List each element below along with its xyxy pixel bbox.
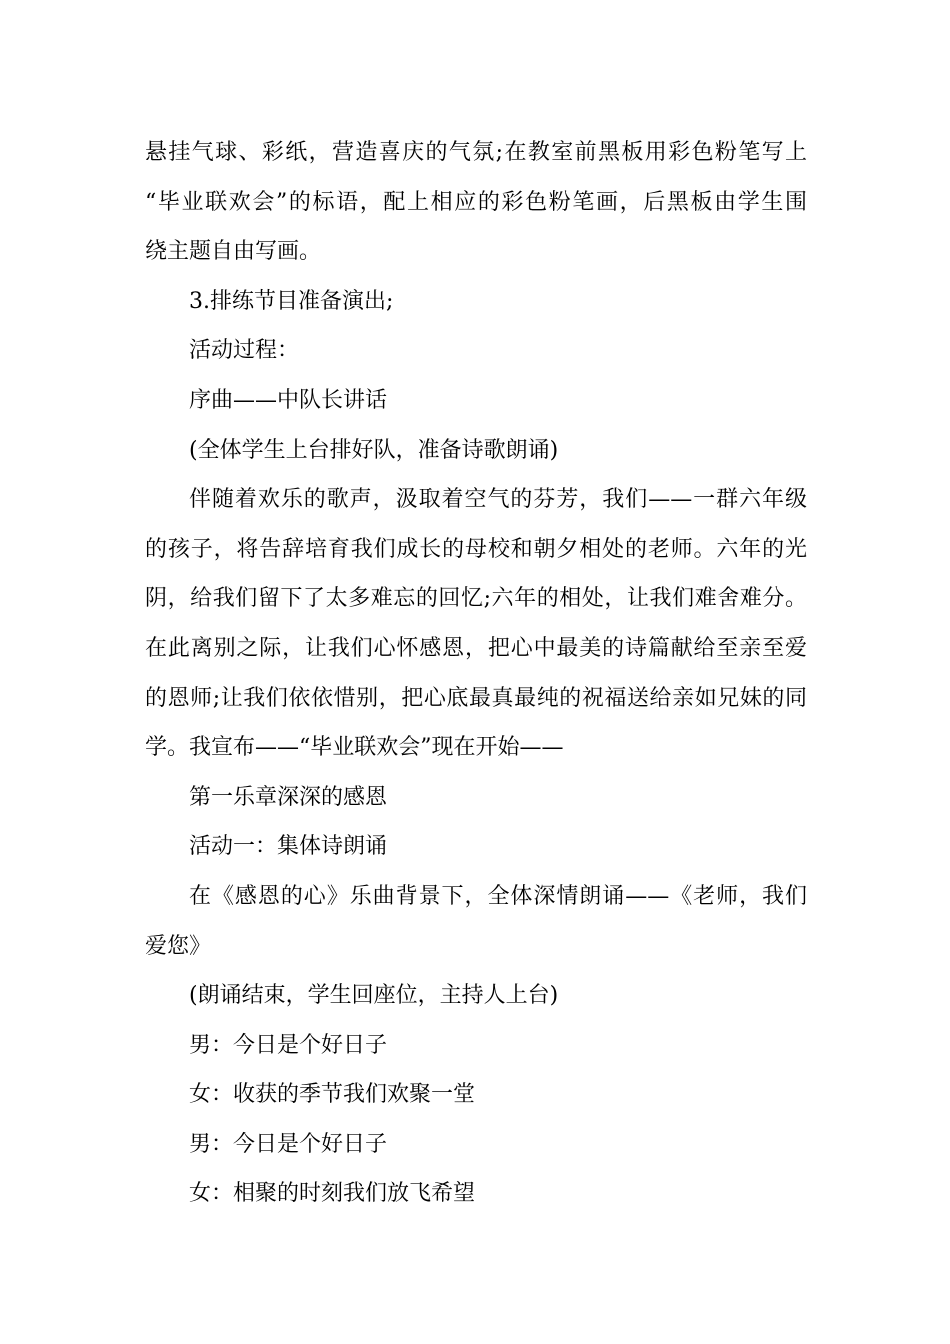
text-line: 在此离别之际，让我们心怀感恩，把心中最美的诗篇献给至亲至爱	[145, 635, 807, 661]
section-heading: 序曲——中队长讲话	[189, 387, 388, 413]
text-line: 绕主题自由写画。	[145, 239, 322, 265]
dialogue-line: 女：收获的季节我们欢聚一堂	[189, 1082, 476, 1108]
text-line: 学。我宣布——“毕业联欢会”现在开始——	[145, 735, 564, 761]
stage-direction: (朗诵结束，学生回座位，主持人上台)	[189, 983, 559, 1009]
section-heading: 活动过程：	[189, 338, 300, 364]
stage-direction: (全体学生上台排好队，准备诗歌朗诵)	[189, 437, 559, 463]
section-heading: 活动一：集体诗朗诵	[189, 834, 388, 860]
text-line: 在《感恩的心》乐曲背景下，全体深情朗诵——《老师，我们	[189, 883, 807, 909]
text-line: 阴，给我们留下了太多难忘的回忆;六年的相处，让我们难舍难分。	[145, 586, 807, 612]
dialogue-line: 男：今日是个好日子	[189, 1131, 388, 1157]
text-line: 伴随着欢乐的歌声，汲取着空气的芬芳，我们——一群六年级	[189, 487, 807, 513]
section-heading: 第一乐章深深的感恩	[189, 784, 388, 810]
dialogue-line: 女：相聚的时刻我们放飞希望	[189, 1181, 476, 1207]
text-line: “毕业联欢会”的标语，配上相应的彩色粉笔画，后黑板由学生围	[145, 189, 807, 215]
text-line: 3.排练节目准备演出;	[189, 288, 394, 314]
dialogue-line: 男：今日是个好日子	[189, 1032, 388, 1058]
text-line: 的恩师;让我们依依惜别，把心底最真最纯的祝福送给亲如兄妹的同	[145, 685, 807, 711]
text-line: 悬挂气球、彩纸，营造喜庆的气氛;在教室前黑板用彩色粉笔写上	[145, 140, 807, 165]
text-line: 爱您》	[145, 933, 212, 959]
document-body	[145, 128, 807, 1219]
text-line: 的孩子，将告辞培育我们成长的母校和朝夕相处的老师。六年的光	[145, 536, 807, 562]
